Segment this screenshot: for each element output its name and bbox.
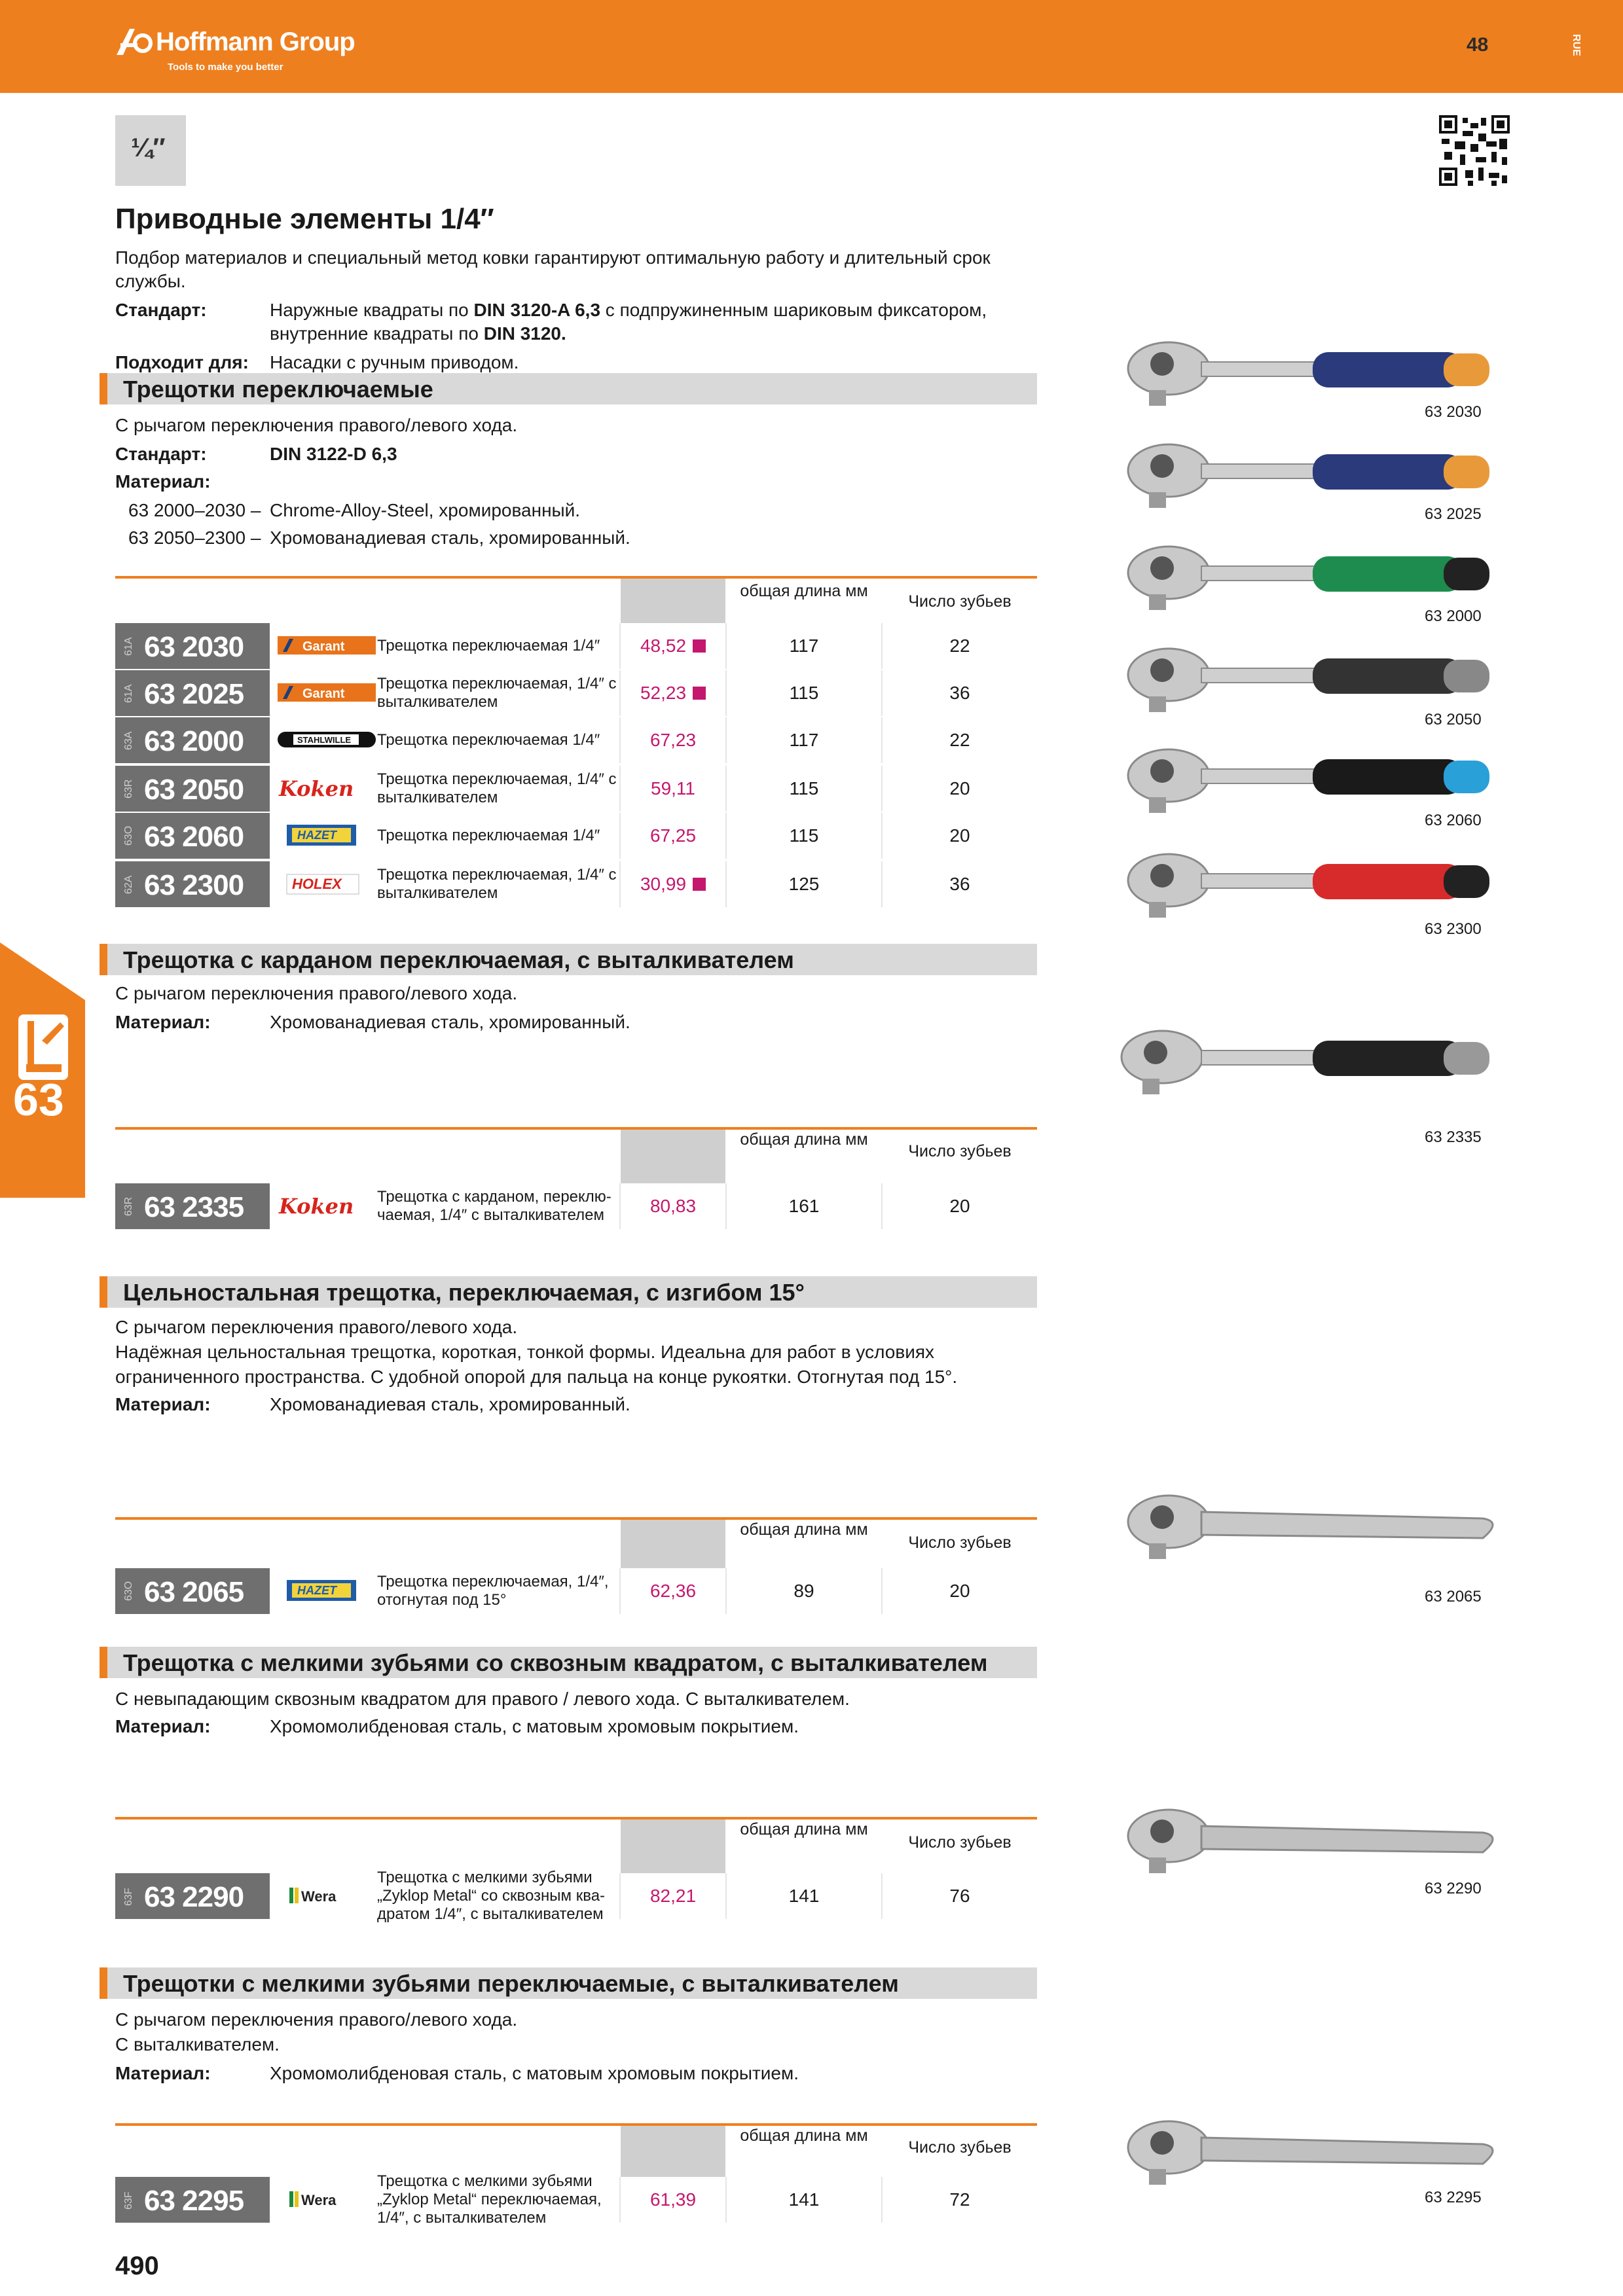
length-cell: 117 (727, 623, 881, 669)
material-label: Материал: (115, 2063, 211, 2083)
svg-text:Garant: Garant (302, 687, 345, 701)
product-code-cell[interactable] (115, 623, 270, 669)
page-number: 490 (115, 2251, 159, 2280)
product-description: Трещотка переключаемая 1/4″ (377, 717, 619, 763)
price-cell: 52,23 (621, 670, 725, 716)
product-code[interactable]: 63 2300 (144, 869, 244, 901)
length-cell: 115 (727, 766, 881, 812)
product-code[interactable]: 63 2050 (144, 774, 244, 806)
page-title: Приводные элементы 1/4″ (115, 203, 494, 235)
fits-label: Подходит для: (115, 352, 249, 372)
fits-value: Насадки с ручным приводом. (270, 352, 519, 372)
teeth-column-header: Число зубьев (908, 1833, 1012, 1852)
product-group: 61A (123, 684, 134, 703)
product-code-cell[interactable] (115, 670, 270, 716)
product-description: Трещотка переключаемая, 1/4″ с выталкивателем (377, 766, 619, 812)
length-cell: 161 (727, 1183, 881, 1229)
table-top-rule (115, 576, 1037, 579)
product-group: 61A (123, 637, 134, 656)
material-range: 63 2000–2030 – (128, 500, 261, 520)
standard-value: Наружные квадраты по DIN 3120-A 6,3 с подпружиненным шариковым фиксатором, (270, 300, 987, 320)
table-top-rule (115, 1127, 1037, 1130)
garant-logo-icon (278, 634, 376, 657)
image-caption: 63 2300 (1425, 920, 1482, 938)
table-row[interactable] (115, 1869, 1037, 1923)
product-code-cell[interactable] (115, 766, 270, 812)
product-code-cell[interactable] (115, 1183, 270, 1229)
language-code: RUE (1571, 34, 1582, 56)
ratchet-image (1113, 1486, 1512, 1564)
standard-value: DIN 3122-D 6,3 (270, 444, 397, 464)
hazet-logo-icon (278, 823, 376, 847)
svg-text:STAHLWILLE: STAHLWILLE (297, 735, 352, 745)
ratchet-image (1113, 639, 1512, 717)
price-cell: 80,83 (621, 1183, 725, 1229)
standard-label: Стандарт: (115, 444, 207, 464)
wera-logo-icon (278, 2187, 376, 2211)
image-caption: 63 2030 (1425, 403, 1482, 421)
teeth-cell: 22 (883, 623, 1037, 669)
koken-logo-icon (278, 776, 376, 800)
product-description: Трещотка переключаемая, 1/4″ с выталкивателем (377, 670, 619, 716)
table-row[interactable] (115, 717, 1037, 763)
table-row[interactable] (115, 623, 1037, 669)
ratchet-image (1113, 332, 1512, 411)
teeth-column-header: Число зубьев (908, 2138, 1012, 2157)
image-caption: 63 2065 (1425, 1588, 1482, 1605)
product-group: 63O (123, 1581, 134, 1601)
product-description: Трещотка переключаемая 1/4″ (377, 813, 619, 859)
category-number: 63 (13, 1074, 64, 1125)
product-group: 63F (123, 2191, 134, 2210)
product-code-cell[interactable] (115, 813, 270, 859)
teeth-cell: 36 (883, 670, 1037, 716)
image-caption: 63 2050 (1425, 711, 1482, 728)
table-row[interactable] (115, 813, 1037, 859)
ratchet-image (1113, 740, 1512, 818)
svg-text:HOLEX: HOLEX (292, 876, 342, 892)
price-cell: 48,52 (621, 623, 725, 669)
table-row[interactable] (115, 1568, 1037, 1614)
length-cell: 115 (727, 670, 881, 716)
table-row[interactable] (115, 2172, 1037, 2227)
product-group: 62A (123, 875, 134, 894)
teeth-cell: 20 (883, 1183, 1037, 1229)
material-label: Материал: (115, 471, 211, 492)
section-desc: ограниченного пространства. С удобной опорой для пальца на конце рукоятки. Отогнутая под 15°. (115, 1367, 958, 1387)
section-desc: С рычагом переключения правого/левого хода. (115, 2009, 518, 2030)
table-row[interactable] (115, 670, 1037, 716)
intro-text: Подбор материалов и специальный метод ковки гарантируют оптимальную работу и длительный срок (115, 247, 991, 268)
product-code-cell[interactable] (115, 1568, 270, 1614)
table-row[interactable] (115, 861, 1037, 907)
material-value: Хромованадиевая сталь, хромированный. (270, 1394, 630, 1414)
image-caption: 63 2295 (1425, 2189, 1482, 2206)
teeth-cell: 76 (883, 1873, 1037, 1919)
ratchet-image (1113, 435, 1512, 513)
length-cell: 115 (727, 813, 881, 859)
table-row[interactable] (115, 766, 1037, 812)
table-row[interactable] (115, 1183, 1037, 1229)
price-cell: 61,39 (621, 2177, 725, 2223)
holex-logo-icon (278, 872, 376, 895)
section-desc: Надёжная цельностальная трещотка, короткая, тонкой формы. Идеальна для работ в условиях (115, 1342, 935, 1362)
image-caption: 63 2335 (1425, 1128, 1482, 1146)
standard-value: внутренние квадраты по DIN 3120. (270, 323, 566, 344)
svg-text:Koken: Koken (279, 1194, 354, 1217)
standard-label: Стандарт: (115, 300, 207, 320)
section-header: Трещотка с карданом переключаемая, с выталкивателем (100, 944, 1037, 975)
price-cell: 62,36 (621, 1568, 725, 1614)
teeth-cell: 20 (883, 1568, 1037, 1614)
ratchet-image (1113, 1800, 1512, 1878)
qr-code-icon[interactable] (1439, 115, 1510, 186)
product-code-cell[interactable] (115, 2177, 270, 2223)
size-badge: ¼″ (115, 115, 186, 186)
product-description: Трещотка с мелкими зубьями „Zyklop Metal“ со сквозным ква-дратом 1/4″, с выталкивателем (377, 1873, 619, 1919)
ratchet-image (1113, 2111, 1512, 2190)
section-desc: С выталкивателем. (115, 2034, 280, 2054)
product-code-cell[interactable] (115, 717, 270, 763)
length-column-header: общая длина мм (740, 582, 868, 600)
ratchet-image (1113, 1021, 1512, 1100)
product-code[interactable]: 63 2030 (144, 631, 244, 663)
length-column-header: общая длина мм (740, 1520, 868, 1539)
category-tab (0, 942, 85, 1198)
price-cell: 59,11 (621, 766, 725, 812)
product-group: 63O (123, 825, 134, 846)
product-code[interactable]: 63 2295 (144, 2185, 244, 2217)
product-description: Трещотка с карданом, переклю-чаемая, 1/4″ с выталкивателем (377, 1183, 619, 1229)
ratchet-image (1113, 537, 1512, 615)
product-description: Трещотка с мелкими зубьями „Zyklop Metal“ переключаемая, 1/4″, с выталкивателем (377, 2177, 619, 2223)
product-code[interactable]: 63 2290 (144, 1881, 244, 1913)
teeth-column-header: Число зубьев (908, 1142, 1012, 1160)
svg-text:HAZET: HAZET (297, 829, 337, 842)
page-header (0, 0, 1623, 93)
product-code[interactable]: 63 2025 (144, 678, 244, 710)
length-cell: 125 (727, 861, 881, 907)
svg-text:Wera: Wera (301, 2192, 337, 2208)
material-label: Материал: (115, 1012, 211, 1032)
product-code-cell[interactable] (115, 861, 270, 907)
product-code[interactable]: 63 2000 (144, 725, 244, 757)
material-value: Хромомолибденовая сталь, с матовым хромовым покрытием. (270, 1716, 799, 1736)
teeth-cell: 36 (883, 861, 1037, 907)
material-label: Материал: (115, 1394, 211, 1414)
koken-logo-icon (278, 1194, 376, 1217)
price-column-header (621, 1130, 725, 1186)
length-cell: 141 (727, 1873, 881, 1919)
section-desc: С невыпадающим сквозным квадратом для правого / левого хода. С выталкивателем. (115, 1689, 850, 1709)
length-column-header: общая длина мм (740, 1820, 868, 1839)
length-cell: 141 (727, 2177, 881, 2223)
price-marker-icon (693, 687, 706, 700)
product-description: Трещотка переключаемая 1/4″ (377, 623, 619, 669)
price-cell: 67,25 (621, 813, 725, 859)
price-marker-icon (693, 878, 706, 891)
teeth-column-header: Число зубьев (908, 1534, 1012, 1552)
section-header: Трещотки переключаемые (100, 373, 1037, 404)
brand-tagline: Tools to make you better (168, 62, 283, 73)
image-caption: 63 2025 (1425, 505, 1482, 523)
product-code[interactable]: 63 2065 (144, 1576, 244, 1608)
price-column-header (621, 1820, 725, 1876)
price-cell: 30,99 (621, 861, 725, 907)
length-cell: 89 (727, 1568, 881, 1614)
garant-logo-icon (278, 681, 376, 704)
brand-name: Hoffmann Group (156, 27, 355, 56)
teeth-cell: 20 (883, 766, 1037, 812)
price-cell: 82,21 (621, 1873, 725, 1919)
teeth-cell: 72 (883, 2177, 1037, 2223)
product-group: 63F (123, 1888, 134, 1906)
teeth-column-header: Число зубьев (908, 592, 1012, 611)
product-group: 63A (123, 731, 134, 750)
material-range: 63 2050–2300 – (128, 528, 261, 548)
svg-text:Wera: Wera (301, 1888, 337, 1905)
section-desc: С рычагом переключения правого/левого хода. (115, 983, 518, 1003)
teeth-cell: 20 (883, 813, 1037, 859)
hoffmann-logo-icon (115, 26, 153, 56)
material-value: Хромованадиевая сталь, хромированный. (270, 528, 630, 548)
price-cell: 67,23 (621, 717, 725, 763)
hazet-logo-icon (278, 1579, 376, 1602)
image-caption: 63 2290 (1425, 1880, 1482, 1897)
ratchet-image (1113, 844, 1512, 923)
image-caption: 63 2000 (1425, 607, 1482, 625)
section-desc: С рычагом переключения правого/левого хода. (115, 415, 518, 435)
stahlwille-logo-icon (278, 728, 376, 751)
section-header: Трещотка с мелкими зубьями со сквозным квадратом, с выталкивателем (100, 1647, 1037, 1678)
catalog-page-number: 48 (1467, 34, 1489, 56)
price-column-header (621, 2126, 725, 2182)
svg-text:HAZET: HAZET (297, 1584, 337, 1597)
product-code[interactable]: 63 2335 (144, 1191, 244, 1223)
section-header: Цельностальная трещотка, переключаемая, с изгибом 15° (100, 1276, 1037, 1308)
wera-logo-icon (278, 1884, 376, 1907)
price-marker-icon (693, 639, 706, 653)
section-header: Трещотки с мелкими зубьями переключаемые, с выталкивателем (100, 1967, 1037, 1999)
teeth-cell: 22 (883, 717, 1037, 763)
length-column-header: общая длина мм (740, 1130, 868, 1149)
product-code-cell[interactable] (115, 1873, 270, 1919)
material-value: Хромованадиевая сталь, хромированный. (270, 1012, 630, 1032)
table-top-rule (115, 2123, 1037, 2126)
svg-text:Garant: Garant (302, 639, 345, 654)
product-group: 63R (123, 779, 134, 798)
product-description: Трещотка переключаемая, 1/4″, отогнутая под 15° (377, 1568, 619, 1614)
image-caption: 63 2060 (1425, 812, 1482, 829)
table-top-rule (115, 1817, 1037, 1820)
length-cell: 117 (727, 717, 881, 763)
length-column-header: общая длина мм (740, 2126, 868, 2145)
intro-text: службы. (115, 271, 186, 291)
material-value: Хромомолибденовая сталь, с матовым хромовым покрытием. (270, 2063, 799, 2083)
product-description: Трещотка переключаемая, 1/4″ с выталкивателем (377, 861, 619, 907)
table-top-rule (115, 1517, 1037, 1520)
product-code[interactable]: 63 2060 (144, 821, 244, 853)
svg-text:Koken: Koken (279, 776, 354, 800)
material-label: Материал: (115, 1716, 211, 1736)
product-group: 63R (123, 1196, 134, 1216)
material-value: Chrome-Alloy-Steel, хромированный. (270, 500, 581, 520)
section-desc: С рычагом переключения правого/левого хода. (115, 1317, 518, 1337)
